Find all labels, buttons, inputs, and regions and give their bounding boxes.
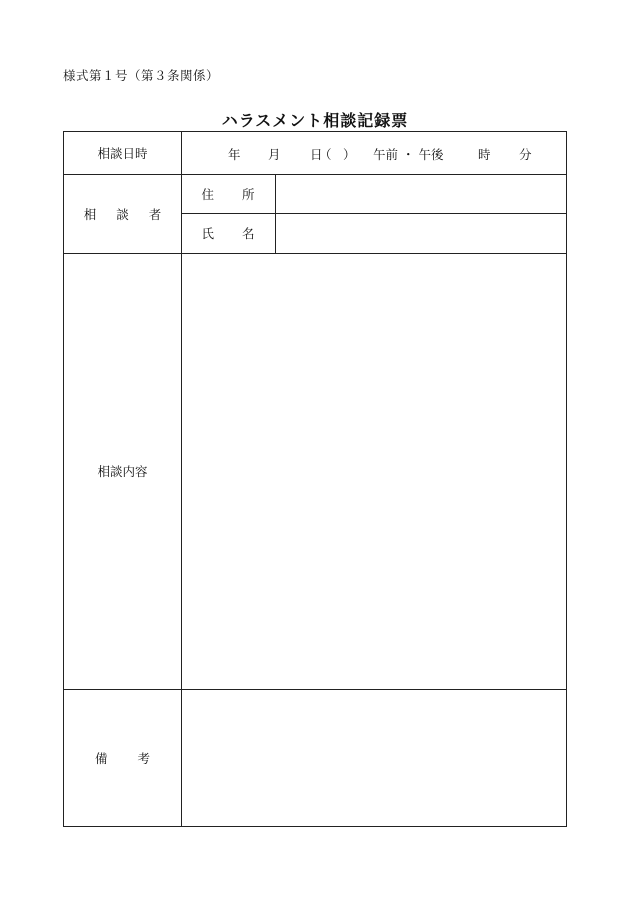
form-number: 様式第１号（第３条関係） [63,68,220,83]
address-field[interactable] [276,175,566,213]
am-pm-choice: 午前 ・ 午後 [373,147,444,162]
hour-unit: 時 [478,147,491,162]
datetime-field[interactable] [182,132,567,174]
page-title: ハラスメント相談記録票 [221,111,409,130]
address-label: 住 所 [201,186,255,202]
weekday-paren-open: （ [319,147,332,162]
month-unit: 月 [268,147,281,162]
remarks-field[interactable] [182,690,566,826]
name-field[interactable] [276,214,566,253]
minute-unit: 分 [519,147,532,162]
year-unit: 年 [228,147,241,162]
content-field[interactable] [182,254,566,689]
remarks-label: 備 考 [94,750,151,766]
weekday-paren-close: ） [343,147,356,162]
content-label: 相談内容 [97,464,148,479]
record-table [63,131,567,827]
day-unit: 日 [310,147,323,162]
datetime-label: 相談日時 [97,146,148,161]
consultant-label: 相 談 者 [83,206,162,222]
name-label: 氏 名 [201,226,255,241]
